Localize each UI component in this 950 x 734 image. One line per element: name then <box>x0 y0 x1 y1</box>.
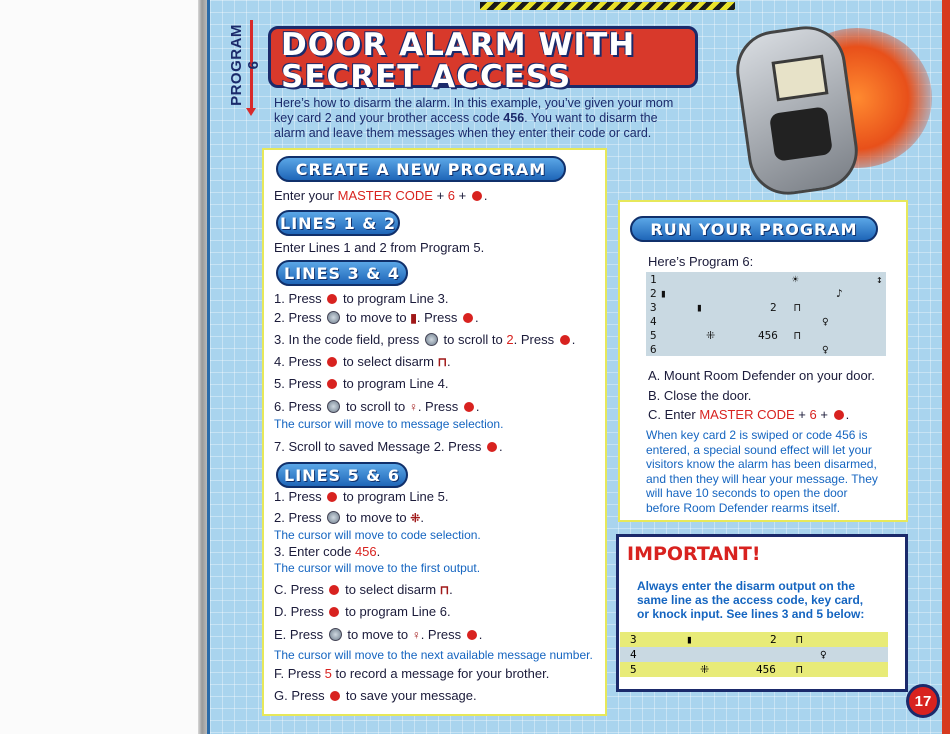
l34-s3c: . Press <box>513 332 555 347</box>
intro-line-1: Here’s how to disarm the alarm. In this example, you’ve given your mom <box>274 96 674 110</box>
microphone-icon: ♀ <box>408 400 418 414</box>
red-button-icon <box>327 492 337 502</box>
hazard-stripe <box>480 2 735 10</box>
l56-da: D. Press <box>274 604 324 619</box>
keypad-icon: ⁜ <box>700 663 710 676</box>
l56-step-2: 2. Press to move to ⁜. <box>274 510 424 525</box>
l34-s3b: to scroll to <box>443 332 503 347</box>
l56-step-1 <box>274 489 448 504</box>
code-field-icon: ▮ <box>696 301 703 314</box>
important-line: Always enter the disarm output on the <box>637 579 856 593</box>
page-edge <box>942 0 950 734</box>
program-label-text: PROGRAM 6 <box>228 24 262 106</box>
run-c-a: C. Enter <box>648 407 696 422</box>
l34-step-4: 4. Press to select disarm ⊓. <box>274 354 451 369</box>
left-page-blank <box>0 0 200 734</box>
lcd-row <box>646 287 886 300</box>
unlock-icon: ⊓ <box>796 633 803 646</box>
l56-cb: to select disarm <box>345 582 437 597</box>
l34-step-7: 7. Scroll to saved Message 2. Press . <box>274 439 503 454</box>
keypad-icon: ⁜ <box>410 511 421 525</box>
imp-line-number: 3 <box>630 633 637 646</box>
l34-s2c: . Press <box>416 310 458 325</box>
device-screen <box>771 55 828 102</box>
l34-step-6: 6. Press to scroll to ♀. Press . <box>274 399 480 414</box>
l56-step-c: C. Press to select disarm ⊓. <box>274 582 453 597</box>
l34-s3-num: 2 <box>506 332 514 347</box>
l56-ga: G. Press <box>274 688 325 703</box>
intro-line-3: alarm and leave them messages when they enter their code or card. <box>274 126 652 140</box>
create-plus-1: + <box>436 188 445 203</box>
imp-row <box>620 647 888 662</box>
lines-5-6-header: LINES 5 & 6 <box>276 462 408 488</box>
intro-text <box>274 96 694 141</box>
run-c-plus-1: + <box>798 407 806 422</box>
run-step-b: B. Close the door. <box>648 388 752 403</box>
intro-code: 456 <box>503 111 525 125</box>
l56-s2a: 2. Press <box>274 510 322 525</box>
run-step-c: C. Enter MASTER CODE + 6 + . <box>648 407 850 422</box>
l34-s5b: to program Line 4. <box>342 376 449 391</box>
red-button-icon <box>560 335 570 345</box>
title-line-1: DOOR ALARM WITH <box>281 27 636 63</box>
lcd-line-number: 2 <box>650 287 657 300</box>
room-defender-device <box>712 18 932 198</box>
important-line: or knock input. See lines 3 and 5 below: <box>637 607 865 621</box>
keypad-icon: ⁜ <box>706 329 716 342</box>
l34-s3a: 3. In the code field, press <box>274 332 420 347</box>
important-line: same line as the access code, key card, <box>637 593 864 607</box>
imp-line-number: 4 <box>630 648 637 661</box>
l56-db: to program Line 6. <box>345 604 451 619</box>
l56-step-g <box>274 688 477 703</box>
bell-icon: ♪ <box>836 287 843 300</box>
run-note-line: visitors know the alarm has been disarmed, <box>646 457 877 471</box>
create-master-code: MASTER CODE <box>337 188 433 203</box>
lcd-line-number: 4 <box>650 315 657 328</box>
lcd-cursor-icon: ▮ <box>660 287 667 300</box>
l56-step-f <box>274 666 549 681</box>
page-title <box>268 26 698 95</box>
red-button-icon <box>472 191 482 201</box>
unlock-icon: ⊓ <box>794 301 801 314</box>
page-number: 17 <box>906 684 940 718</box>
imp-line-number: 5 <box>630 663 637 676</box>
run-program-header: RUN YOUR PROGRAM <box>630 216 878 242</box>
red-button-icon <box>834 410 844 420</box>
lcd-line-number: 5 <box>650 329 657 342</box>
l34-s5a: 5. Press <box>274 376 322 391</box>
lcd-row <box>646 315 886 328</box>
l56-eb: to move to <box>347 627 409 642</box>
run-step-a: A. Mount Room Defender on your door. <box>648 368 875 383</box>
imp-code-value: 456 <box>756 663 776 676</box>
create-step: Enter your MASTER CODE + 6 + . <box>274 188 488 203</box>
dial-knob-icon <box>327 511 340 524</box>
l56-step-e-note: The cursor will move to the next available message number. <box>274 648 593 662</box>
red-button-icon <box>467 630 477 640</box>
program-label <box>228 18 262 110</box>
l34-step-3: 3. In the code field, press to scroll to 2. Press . <box>274 332 576 347</box>
create-enter-text: Enter your <box>274 188 334 203</box>
light-icon: ☀ <box>792 273 799 286</box>
l56-s1a: 1. Press <box>274 489 322 504</box>
red-button-icon <box>330 691 340 701</box>
microphone-icon: ♀ <box>822 315 829 328</box>
l56-step-3: 3. Enter code 456. <box>274 544 381 559</box>
important-title: IMPORTANT! <box>627 543 761 565</box>
imp-row <box>620 662 888 677</box>
red-button-icon <box>329 585 339 595</box>
l34-s1a: 1. Press <box>274 291 322 306</box>
run-intro: Here’s Program 6: <box>648 254 754 269</box>
l34-s2a: 2. Press <box>274 310 322 325</box>
dial-knob-icon <box>425 333 438 346</box>
l34-s4b: to select disarm <box>342 354 434 369</box>
lcd-line-number: 3 <box>650 301 657 314</box>
run-c-six: 6 <box>809 407 817 422</box>
code-field-icon: ▮ <box>686 633 693 646</box>
microphone-icon: ♀ <box>822 343 829 356</box>
run-note-line: When key card 2 is swiped or code 456 is <box>646 428 868 442</box>
lcd-row <box>646 301 886 314</box>
run-note <box>646 428 878 515</box>
lcd-row <box>646 329 886 342</box>
lines-3-4-header: LINES 3 & 4 <box>276 260 408 286</box>
code-field-icon: ▮ <box>410 311 417 325</box>
create-six: 6 <box>447 188 456 203</box>
l34-step-5 <box>274 376 448 391</box>
intro-line-2b: . You want to disarm the <box>524 111 658 125</box>
l56-fa: F. Press <box>274 666 321 681</box>
l34-step-1 <box>274 291 448 306</box>
l34-s1b: to program Line 3. <box>342 291 449 306</box>
lcd-row <box>646 343 886 356</box>
l56-ea: E. Press <box>274 627 324 642</box>
imp-code-value: 2 <box>770 633 777 646</box>
dial-knob-icon <box>327 311 340 324</box>
lines-1-2-text: Enter Lines 1 and 2 from Program 5. <box>274 240 485 255</box>
l56-step-3-note: The cursor will move to the first output. <box>274 561 481 575</box>
create-program-header: CREATE A NEW PROGRAM <box>276 156 566 182</box>
intro-line-2 <box>274 111 694 126</box>
red-button-icon <box>463 313 473 323</box>
l56-s2b: to move to <box>345 510 407 525</box>
dial-knob-icon <box>329 628 342 641</box>
l34-s4a: 4. Press <box>274 354 322 369</box>
l56-ec: . Press <box>420 627 462 642</box>
microphone-icon: ♀ <box>411 628 421 642</box>
lcd-line-number: 6 <box>650 343 657 356</box>
l34-s2b: to move to <box>345 310 407 325</box>
red-button-icon <box>327 357 337 367</box>
imp-row <box>620 632 888 647</box>
dial-knob-icon <box>327 400 340 413</box>
l34-s6c: . Press <box>417 399 459 414</box>
l34-step-6-note: The cursor will move to message selection. <box>274 417 504 431</box>
red-button-icon <box>329 607 339 617</box>
l34-s6b: to scroll to <box>345 399 406 414</box>
l34-s6a: 6. Press <box>274 399 322 414</box>
l34-step-2: 2. Press to move to ▮. Press . <box>274 310 479 325</box>
red-button-icon <box>487 442 497 452</box>
lcd-marker: ↕ <box>876 273 883 286</box>
l34-s7a: 7. Scroll to saved Message 2. Press <box>274 439 482 454</box>
run-note-line: entered, a special sound effect will let your <box>646 442 872 457</box>
lcd-code-value: 2 <box>770 301 777 314</box>
l56-step-2-note: The cursor will move to code selection. <box>274 528 481 542</box>
l56-step-d <box>274 604 451 619</box>
microphone-icon: ♀ <box>820 648 827 661</box>
l56-gb: to save your message. <box>345 688 477 703</box>
l56-step-e: E. Press to move to ♀. Press . <box>274 627 483 642</box>
run-note-line: and then they will hear your message. They <box>646 471 878 486</box>
red-button-icon <box>327 294 337 304</box>
unlock-icon: ⊓ <box>439 583 450 597</box>
red-button-icon <box>464 402 474 412</box>
unlock-icon: ⊓ <box>796 663 803 676</box>
create-plus-2: + <box>458 188 467 203</box>
unlock-icon: ⊓ <box>794 329 801 342</box>
lcd-code-value: 456 <box>758 329 778 342</box>
l56-f-num: 5 <box>324 666 332 681</box>
l56-s3-code: 456 <box>354 544 377 559</box>
unlock-icon: ⊓ <box>437 355 447 369</box>
important-text <box>637 579 899 621</box>
run-c-master: MASTER CODE <box>699 407 795 422</box>
lcd-line-number: 1 <box>650 273 657 286</box>
device-keypad <box>769 106 833 162</box>
run-note-line: before Room Defender rearms itself. <box>646 500 841 515</box>
l56-ca: C. Press <box>274 582 324 597</box>
run-note-line: will have 10 seconds to open the door <box>646 486 848 500</box>
important-lcd-table <box>620 632 888 678</box>
l56-s3a: 3. Enter code <box>274 544 352 559</box>
title-line-2: SECRET ACCESS <box>281 59 572 95</box>
program-lcd-display <box>646 272 886 356</box>
run-c-plus-2: + <box>820 407 828 422</box>
intro-line-2a: key card 2 and your brother access code <box>274 111 504 125</box>
l56-s1b: to program Line 5. <box>342 489 449 504</box>
l56-fb: to record a message for your brother. <box>335 666 550 681</box>
red-button-icon <box>327 379 337 389</box>
lcd-row <box>646 273 886 286</box>
lines-1-2-header: LINES 1 & 2 <box>276 210 400 236</box>
